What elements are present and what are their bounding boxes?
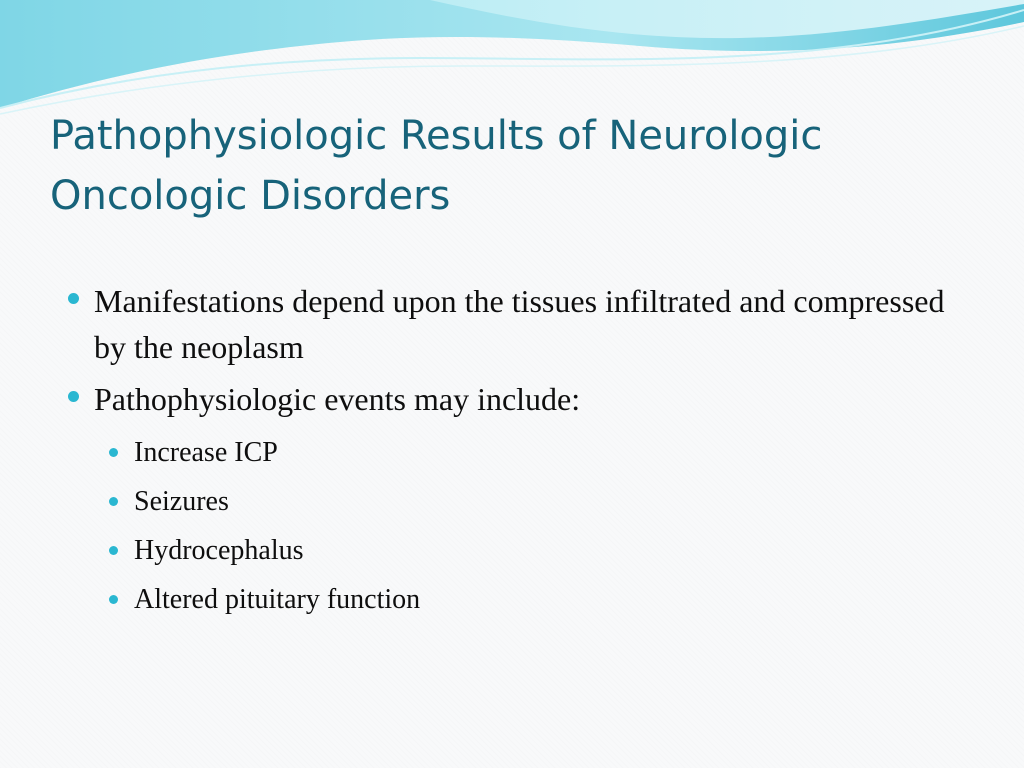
- sub-bullet-group: [62, 428, 982, 624]
- sub-bullet-dot-icon: [109, 546, 118, 555]
- sub-bullet-item: [62, 477, 982, 526]
- sub-bullet-list: [62, 428, 982, 624]
- bullet-text: Pathophysiologic events may include:: [94, 381, 581, 417]
- sub-bullet-text: Seizures: [134, 486, 229, 517]
- bullet-dot-icon: [68, 293, 79, 304]
- sub-bullet-item: [62, 526, 982, 575]
- bullet-text: Manifestations depend upon the tissues infiltrated and compressed by the neoplasm: [94, 283, 945, 365]
- sub-bullet-item: [62, 428, 982, 477]
- bullet-item: [62, 278, 982, 370]
- sub-bullet-item: [62, 575, 982, 624]
- bullet-dot-icon: [68, 391, 79, 402]
- sub-bullet-text: Altered pituitary function: [134, 584, 421, 615]
- sub-bullet-text: Hydrocephalus: [134, 535, 304, 566]
- sub-bullet-dot-icon: [109, 448, 118, 457]
- sub-bullet-dot-icon: [109, 595, 118, 604]
- sub-bullet-text: Increase ICP: [134, 437, 278, 468]
- slide-title: Pathophysiologic Results of Neurologic Oncologic Disorders: [50, 113, 823, 219]
- bullet-list: [62, 278, 982, 624]
- sub-bullet-dot-icon: [109, 497, 118, 506]
- bullet-item: [62, 376, 982, 422]
